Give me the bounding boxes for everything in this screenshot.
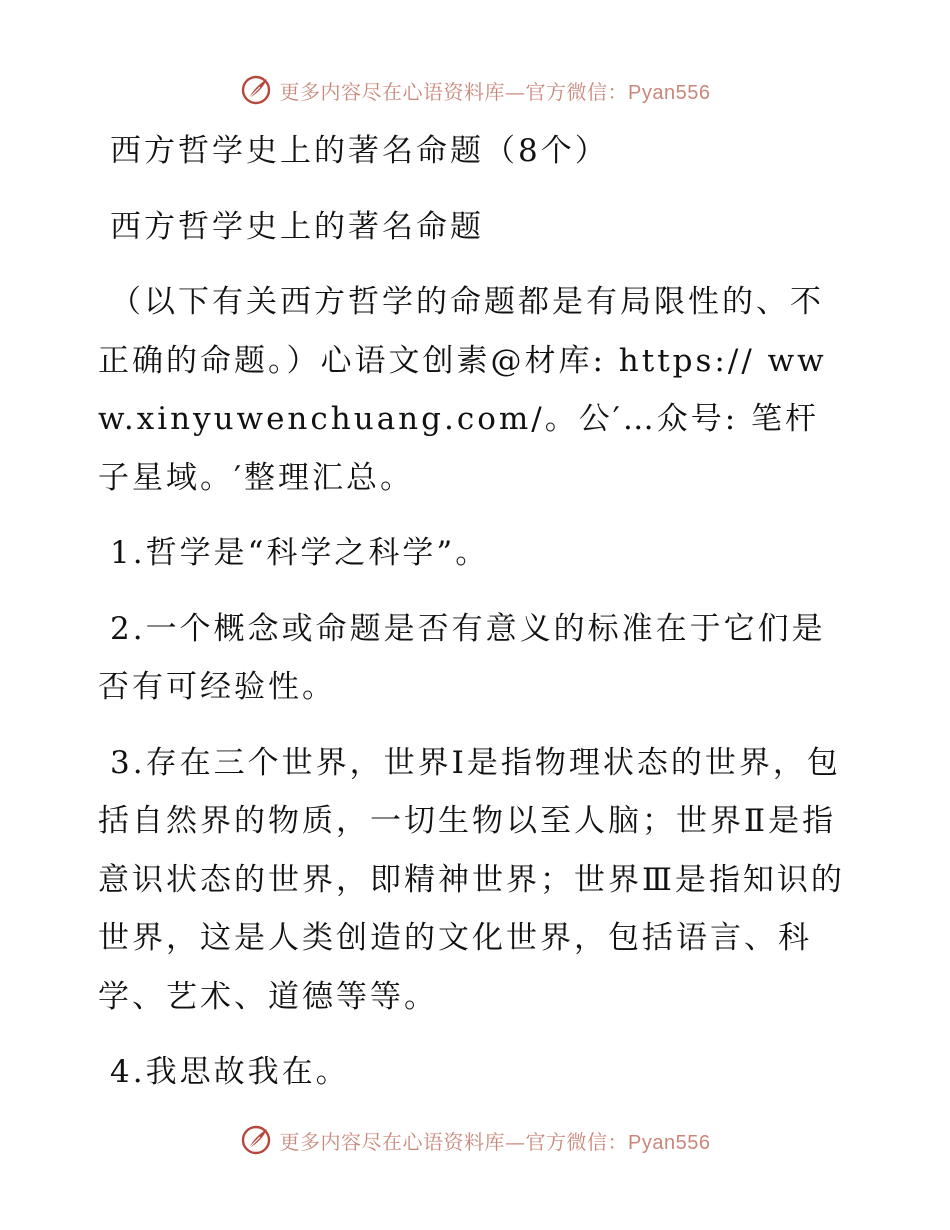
feather-pen-in-circle-icon (240, 74, 272, 106)
wechat-id: Pyan556 (628, 1131, 711, 1154)
document-subtitle: 西方哲学史上的著名命题 (110, 208, 484, 245)
feather-pen-in-circle-icon (240, 1124, 272, 1156)
document-body (98, 122, 850, 1119)
document-title: 西方哲学史上的著名命题（8个） (110, 133, 609, 169)
item-2: 2.一个概念或命题是否有意义的标准在于它们是否有可经验性。 (98, 610, 826, 705)
item-4: 4.我思故我在。 (110, 1054, 350, 1090)
intro-paragraph: （以下有关西方哲学的命题都是有局限性的、不正确的命题。）心语文创素@材库: https:// www.xinyuwenchuang.com/。公′…众号: 笔杆子星域。′整理汇总。 (98, 284, 827, 496)
footer-banner (0, 1122, 950, 1158)
banner-text: 更多内容尽在心语资料库—官方微信：Pyan556 (279, 79, 711, 104)
wechat-id: Pyan556 (628, 81, 711, 104)
item-3: 3.存在三个世界，世界Ⅰ是指物理状态的世界，包括自然界的物质，一切生物以至人脑；世界Ⅱ是指意识状态的世界，即精神世界；世界Ⅲ是指知识的世界，这是人类创造的文化世界，包括语言、科学、艺术、道德等等。 (98, 744, 845, 1015)
banner-text: 更多内容尽在心语资料库—官方微信：Pyan556 (279, 1129, 711, 1154)
item-1: 1.哲学是“科学之科学”。 (110, 535, 490, 571)
header-banner (0, 72, 950, 108)
